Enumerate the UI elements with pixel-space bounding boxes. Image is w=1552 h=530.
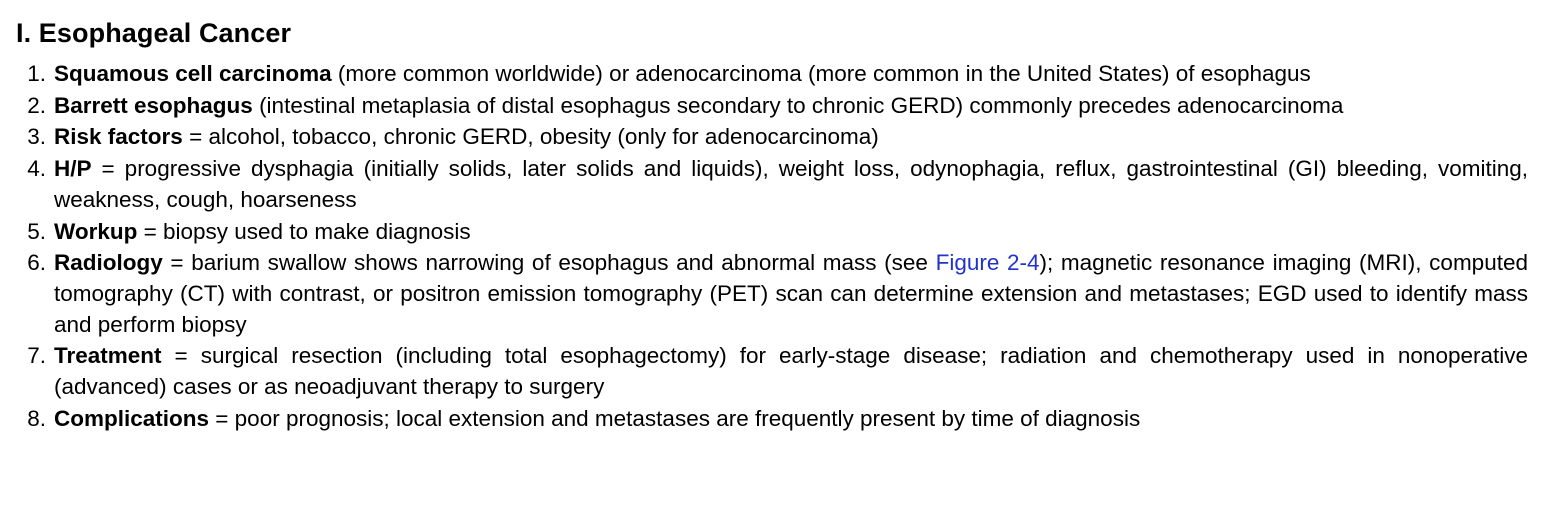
list-item-lead: H/P [54,156,92,182]
list-item-lead: Risk factors [54,124,183,150]
list-item-lead: Complications [54,405,210,431]
figure-link[interactable]: Figure 2-4 [935,250,1040,276]
list-item [14,248,1528,340]
list-item-number: 4. [27,156,46,182]
list-item-lead: Workup [54,218,138,244]
list-item-number: 2. [27,92,46,118]
list-item [14,91,1528,122]
list-item-number: 5. [27,218,46,244]
list-item-text: = surgical resection (including total esophagectomy) for early-stage disease; radiation and chemotherapy used in nonoperative (advanced) cases or as neoadjuvant therapy to surgery [54,343,1528,400]
list-item-lead: Radiology [54,250,163,276]
list-item [14,217,1528,248]
page-title: I. Esophageal Cancer [16,18,292,48]
outline-list [14,59,1528,434]
list-item-number: 7. [27,343,46,369]
list-item [14,341,1528,402]
list-item-text-continued: ); magnetic resonance imaging (MRI), computed tomography (CT) with contrast, or positron emission tomography (PET) scan can determine extension and metastases; EGD used to identify mass and perform biopsy [54,250,1528,337]
list-item [14,122,1528,153]
list-item-text: (more common worldwide) or adenocarcinoma (more common in the United States) of esophagus [331,61,1311,86]
list-item-lead: Barrett esophagus [54,92,253,118]
list-item-lead: Treatment [54,343,162,369]
list-item [14,404,1528,435]
list-item-number: 3. [27,124,46,150]
list-item [14,154,1528,215]
list-item-text: = progressive dysphagia (initially solids, later solids and liquids), weight loss, odynophagia, reflux, gastrointestinal (GI) bleeding, vomiting, weakness, cough, hoarseness [54,156,1528,212]
list-item-lead: Squamous cell carcinoma [54,61,332,86]
list-item-text: (intestinal metaplasia of distal esophagus secondary to chronic GERD) commonly precedes adenocarcinoma [252,92,1344,118]
list-item-number: 1. [27,61,46,86]
list-item-number: 6. [27,250,46,276]
list-item-text: = poor prognosis; local extension and metastases are frequently present by time of diagnosis [209,405,1141,431]
list-item-text: = biopsy used to make diagnosis [137,218,471,244]
list-item-text: = barium swallow shows narrowing of esophagus and abnormal mass (see [162,250,936,276]
list-item-number: 8. [27,405,46,431]
list-item [14,59,1528,90]
list-item-text: = alcohol, tobacco, chronic GERD, obesity (only for adenocarcinoma) [182,124,879,150]
